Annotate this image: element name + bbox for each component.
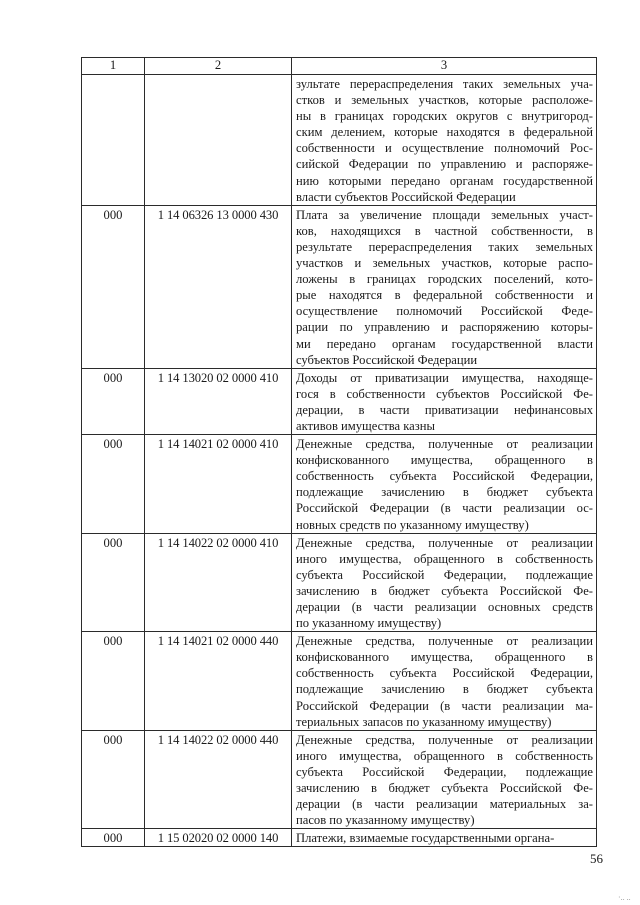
income-name-cell <box>292 730 597 829</box>
income-name-line: власти субъектов Российской Федерации <box>296 189 516 204</box>
income-name-line: рые находятся в федеральной собственности и <box>296 288 593 303</box>
income-name-line: Плата за увеличение площади земельных участ- <box>296 207 593 222</box>
income-name-line: участков и земельных участков, которые распо- <box>296 256 593 271</box>
budget-code-cell: 1 14 13020 02 0000 410 <box>145 368 292 434</box>
income-name-line: собственности и осуществление полномочий Рос- <box>296 141 593 156</box>
budget-code-cell: 1 14 14022 02 0000 410 <box>145 533 292 632</box>
table-header-row <box>82 58 597 75</box>
income-name-line: Доходы от приватизации имущества, находяще- <box>296 370 593 385</box>
income-name-line: субъекта Российской Федерации, подлежащие <box>296 764 593 779</box>
income-name-line: Российской Федерации (в части реализации ма- <box>296 698 593 713</box>
table-row <box>82 533 597 632</box>
income-name-line: ми передано органам государственной власти <box>296 336 593 351</box>
income-name-cell <box>292 435 597 534</box>
income-name-cell <box>292 632 597 731</box>
income-name-line: иного имущества, обращенного в собственность <box>296 551 593 566</box>
income-name-line: результате перераспределения таких земельных <box>296 239 593 254</box>
income-name-line: ны в границах городских округов с внутригород- <box>296 109 593 124</box>
income-name-line: нию которыми передано органам государственной <box>296 173 593 188</box>
admin-code-cell: 000 <box>82 730 145 829</box>
column-header-3: 3 <box>292 58 597 75</box>
income-name-line: Платежи, взимаемые государственными органа- <box>296 831 555 846</box>
income-name-line: иного имущества, обращенного в собственность <box>296 748 593 763</box>
income-name-line: териальных запасов по указанному имуществу) <box>296 714 552 729</box>
income-name-line: Денежные средства, полученные от реализации <box>296 634 593 649</box>
income-name-line: подлежащие зачислению в бюджет субъекта <box>296 485 593 500</box>
income-name-line: подлежащие зачислению в бюджет субъекта <box>296 682 593 697</box>
income-name-line: дерации (в части реализации основных средств <box>296 600 593 614</box>
table-row <box>82 632 597 731</box>
table-row <box>82 368 597 434</box>
income-name-line: зультате перераспределения таких земельных уча- <box>296 77 593 91</box>
income-name-line: стков и земельных участков, которые расположе- <box>296 93 593 108</box>
income-name-line: конфискованного имущества, обращенного в <box>296 650 593 665</box>
income-name-line: Денежные средства, полученные от реализации <box>296 732 593 747</box>
income-name-line: сийской Федерации по управлению и распоряже- <box>296 157 593 172</box>
income-name-cell <box>292 205 597 368</box>
income-name-line: активов имущества казны <box>296 418 435 433</box>
budget-code-cell: 1 14 14021 02 0000 440 <box>145 632 292 731</box>
income-name-line: ским делением, которые находятся в федеральной <box>296 125 593 140</box>
income-name-line: по указанному имуществу) <box>296 616 442 631</box>
income-name-line: зачислению в бюджет субъекта Российской Фе- <box>296 781 593 796</box>
admin-code-cell: 000 <box>82 205 145 368</box>
table-row <box>82 435 597 534</box>
income-name-line: Денежные средства, полученные от реализации <box>296 437 593 452</box>
income-name-line: ложены в границах городских поселений, кото- <box>296 272 593 287</box>
income-name-line: осуществление полномочий Российской Феде- <box>296 304 593 319</box>
income-name-cell <box>292 829 597 847</box>
column-header-2: 2 <box>145 58 292 75</box>
scan-mark: ·.. .. <box>618 893 631 902</box>
admin-code-cell: 000 <box>82 632 145 731</box>
income-name-line: субъектов Российской Федерации <box>296 352 478 367</box>
admin-code-cell: 000 <box>82 829 145 847</box>
table-row <box>82 829 597 847</box>
column-header-1: 1 <box>82 58 145 75</box>
income-name-line: Денежные средства, полученные от реализации <box>296 535 593 550</box>
income-name-cell <box>292 368 597 434</box>
admin-code-cell: 000 <box>82 533 145 632</box>
admin-code-cell: 000 <box>82 368 145 434</box>
budget-code-cell: 1 14 06326 13 0000 430 <box>145 205 292 368</box>
income-name-line: конфискованного имущества, обращенного в <box>296 453 593 468</box>
admin-code-cell <box>82 75 145 206</box>
income-name-line: собственность субъекта Российской Федерации, <box>296 469 593 484</box>
income-name-line: Российской Федерации (в части реализации ос- <box>296 501 593 516</box>
budget-code-cell <box>145 75 292 206</box>
budget-code-cell: 1 15 02020 02 0000 140 <box>145 829 292 847</box>
budget-code-cell: 1 14 14021 02 0000 410 <box>145 435 292 534</box>
income-name-line: субъекта Российской Федерации, подлежащие <box>296 567 593 582</box>
income-name-line: дерации (в части реализации материальных за- <box>296 797 593 812</box>
income-name-line: пасов по указанному имуществу) <box>296 813 475 828</box>
income-name-line: собственность субъекта Российской Федерации, <box>296 666 593 681</box>
admin-code-cell: 000 <box>82 435 145 534</box>
income-name-cell <box>292 75 597 206</box>
income-name-line: ков, находящихся в частной собственности, в <box>296 223 593 238</box>
income-name-line: зачислению в бюджет субъекта Российской Фе- <box>296 583 593 598</box>
table-body <box>82 75 597 847</box>
table-row <box>82 75 597 206</box>
income-name-line: дерации, в части приватизации нефинансовых <box>296 402 593 417</box>
page-number: 56 <box>590 851 603 866</box>
income-name-cell <box>292 533 597 632</box>
income-name-line: новных средств по указанному имуществу) <box>296 517 529 532</box>
income-name-line: рации по управлению и распоряжению которы- <box>296 320 593 335</box>
income-name-line: гося в собственности субъектов Российской Фе- <box>296 386 593 401</box>
table-row <box>82 205 597 368</box>
income-classification-table <box>81 57 597 847</box>
budget-code-cell: 1 14 14022 02 0000 440 <box>145 730 292 829</box>
table-row <box>82 730 597 829</box>
